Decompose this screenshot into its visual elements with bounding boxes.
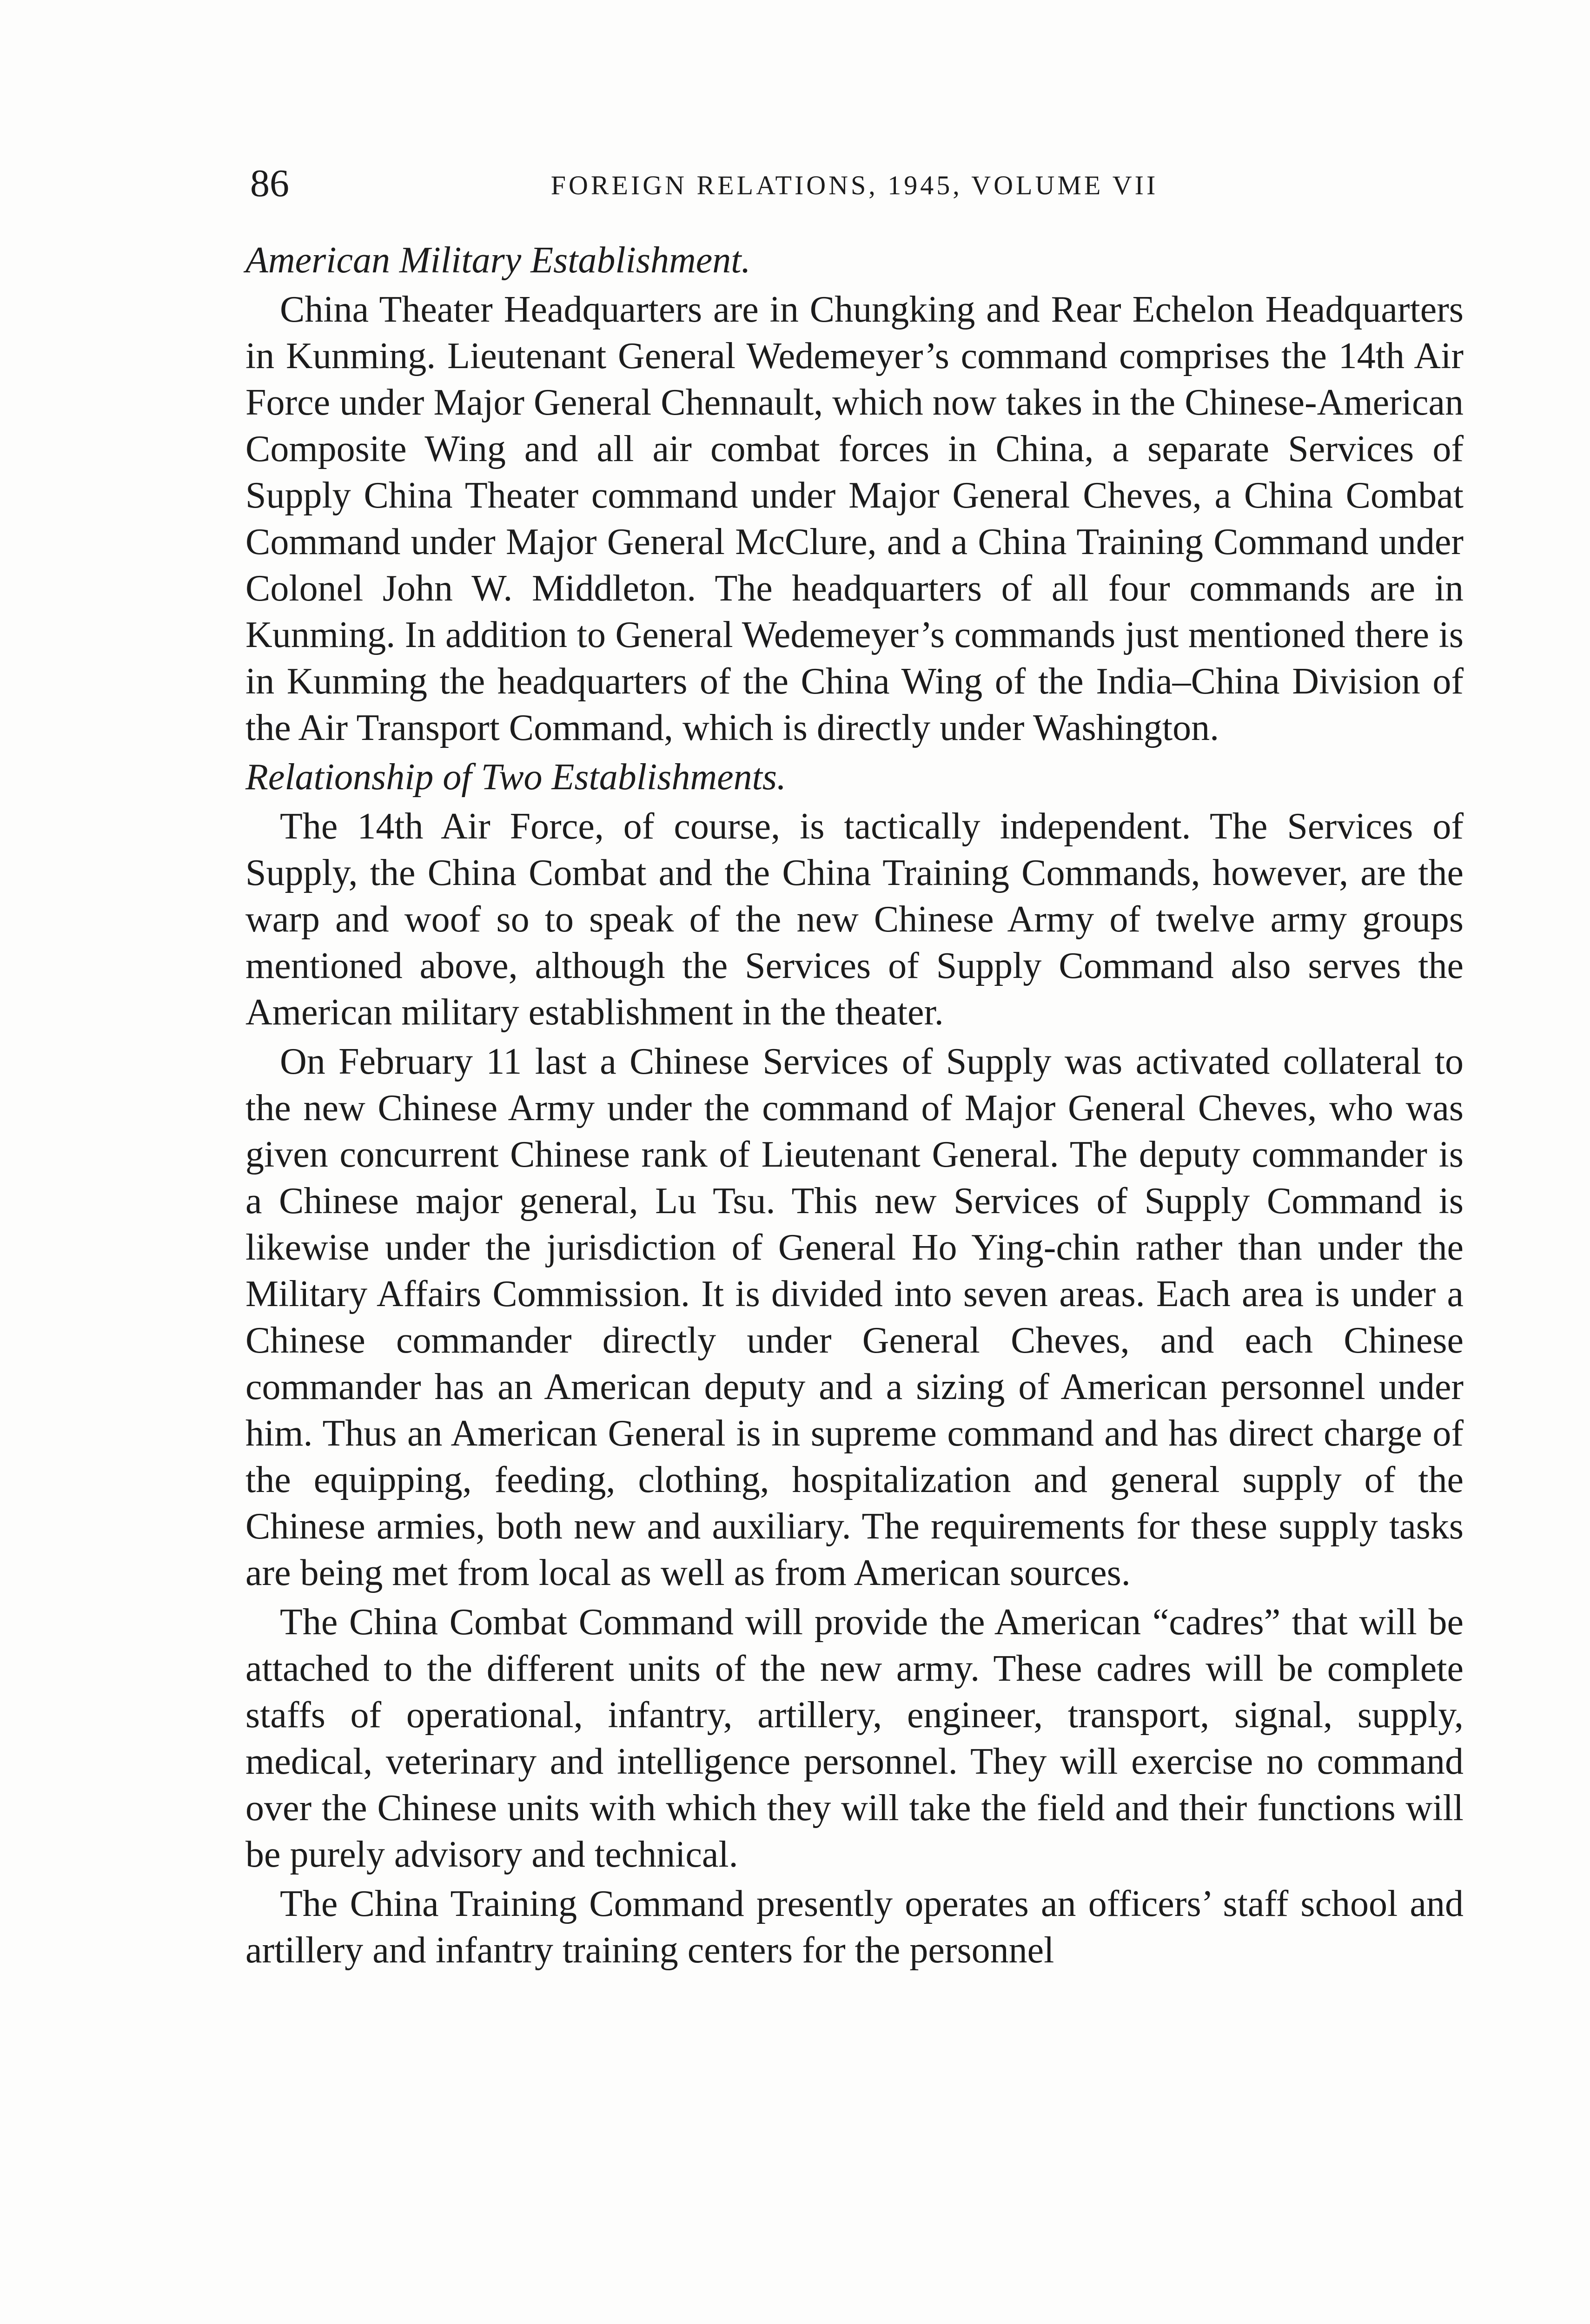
section-american-military-establishment (245, 237, 1464, 751)
section-heading: American Military Establishment. (245, 240, 751, 281)
section-relationship-of-two-establishments (245, 754, 1464, 1974)
paragraph: The China Combat Command will provide the American “cadres” that will be attached to the different units of the new army. These cadres will be complete staffs of operational, infantry, artillery, engineer, transport, signal, supply, medical, veterinary and intelligence personnel. They will exercise no command over the Chinese units with which they will take the field and their functions will be purely advisory and technical. (245, 1602, 1464, 1875)
page-number: 86 (250, 162, 289, 205)
section-heading: Relationship of Two Establishments. (245, 757, 787, 798)
paragraph: On February 11 last a Chinese Services of Supply was activated collateral to the new Chinese Army under the command of Major General Cheves, who was given concurrent Chinese rank of Lieutenant General. The deputy commander is a Chinese major general, Lu Tsu. This new Services of Supply Command is likewise under the jurisdiction of General Ho Ying-chin rather than under the Military Affairs Commission. It is divided into seven areas. Each area is under a Chinese commander directly under General Cheves, and each Chinese commander has an American deputy and a sizing of American personnel under him. Thus an American General is in supreme command and has direct charge of the equipping, feeding, clothing, hospitalization and general supply of the Chinese armies, both new and auxiliary. The requirements for these supply tasks are being met from local as well as from American sources. (245, 1041, 1464, 1593)
running-title: FOREIGN RELATIONS, 1945, VOLUME VII (550, 170, 1159, 200)
page-content (245, 158, 1464, 1976)
paragraph: The 14th Air Force, of course, is tactically independent. The Services of Supply, the China Combat and the China Training Commands, however, are the warp and woof so to speak of the new Chinese Army of twelve army groups mentioned above, although the Services of Supply Command also serves the American military establishment in the theater. (245, 806, 1464, 1033)
paragraph: China Theater Headquarters are in Chungking and Rear Echelon Headquarters in Kunming. Lieutenant General Wedemeyer’s command comprises the 14th Air Force under Major General Chennault, which now takes in the Chinese-American Composite Wing and all air combat forces in China, a separate Services of Supply China Theater command under Major General Cheves, a China Combat Command under Major General McClure, and a China Training Command under Colonel John W. Middleton. The headquarters of all four commands are in Kunming. In addition to General Wedemeyer’s commands just mentioned there is in Kunming the headquarters of the China Wing of the India–China Division of the Air Transport Command, which is directly under Washington. (245, 289, 1464, 748)
running-head (245, 158, 1464, 214)
paragraph: The China Training Command presently operates an officers’ staff school and artillery and infantry training centers for the personnel (245, 1883, 1464, 1971)
